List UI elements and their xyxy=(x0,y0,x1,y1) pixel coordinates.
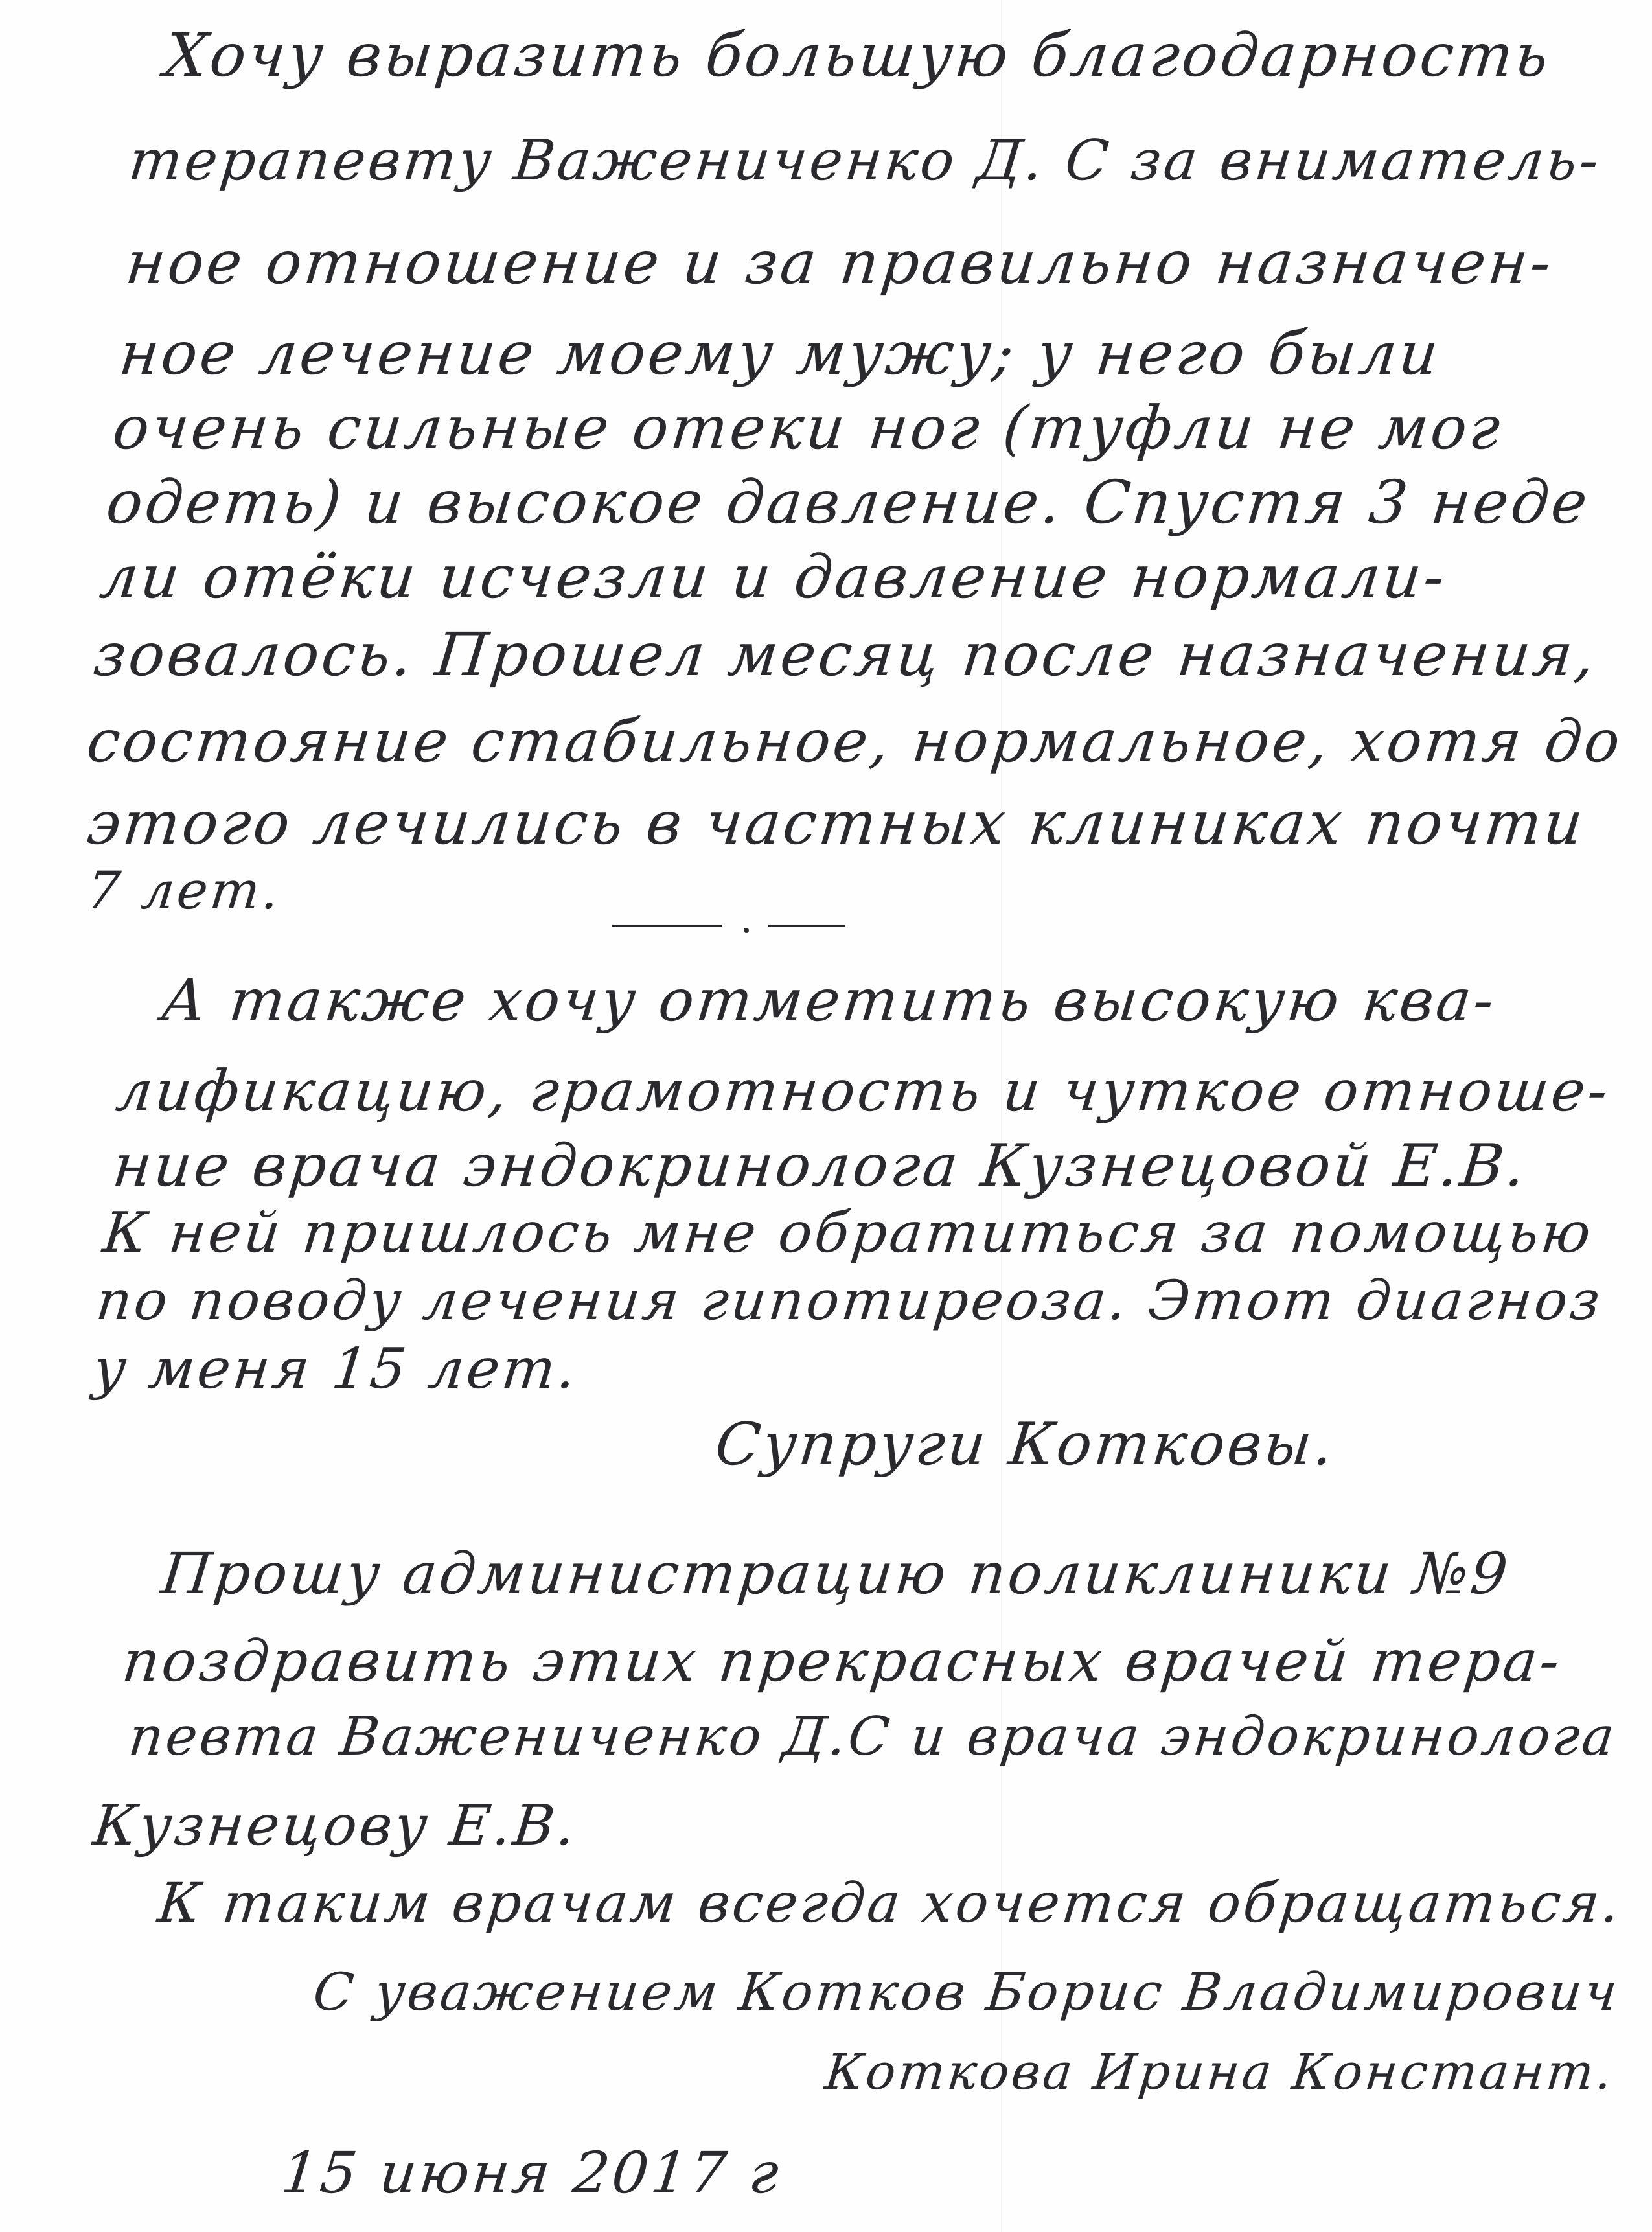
letter-line: зовалось. Прошел месяц после назначения, xyxy=(90,620,1601,689)
letter-line: у меня 15 лет. xyxy=(90,1337,582,1401)
letter-line: по поводу лечения гипотиреоза. Этот диагноз xyxy=(93,1269,1606,1332)
letter-line: Кузнецову Е.В. xyxy=(90,1793,581,1858)
letter-line: ние врача эндокринолога Кузнецовой Е.В. xyxy=(109,1132,1531,1200)
letter-date: 15 июня 2017 г xyxy=(278,2139,785,2206)
letter-line: состояние стабильное, нормальное, хотя до xyxy=(84,708,1626,776)
closing-second-name-line: Коткова Ирина Констант. xyxy=(822,2043,1618,2100)
paragraph-separator-dot xyxy=(744,928,749,933)
letter-line: певта Важениченко Д.С и врача эндокринолога xyxy=(126,1706,1620,1767)
letter-line: ли отёки исчезли и давление нормали- xyxy=(97,542,1451,612)
letter-line: ное лечение моему мужу; у него были xyxy=(116,319,1444,388)
letter-line: Хочу выразить большую благодарность xyxy=(161,21,1554,90)
letter-line: 7 лет. xyxy=(84,860,285,921)
letter-line: Прошу администрацию поликлиники №9 xyxy=(158,1540,1513,1607)
spouses-signature-line: Супруги Котковы. xyxy=(712,1410,1339,1478)
letter-line: А также хочу отметить высокую ква- xyxy=(158,967,1500,1035)
letter-line: поздравить этих прекрасных врачей тера- xyxy=(119,1628,1566,1694)
closing-regards-line: С уважением Котков Борис Владимирович xyxy=(310,1962,1623,2022)
letter-line: очень сильные отеки ног (туфли не мог xyxy=(109,393,1506,463)
paragraph-separator-left xyxy=(612,925,722,927)
letter-line: терапевту Важениченко Д. С за вниматель- xyxy=(126,128,1605,193)
paragraph-separator-right xyxy=(768,925,845,927)
letter-line: К таким врачам всегда хочется обращаться. xyxy=(155,1871,1625,1935)
letter-line: этого лечились в частных клиниках почти xyxy=(84,788,1589,858)
letter-line: лификацию, грамотность и чуткое отноше- xyxy=(113,1057,1614,1124)
letter-line: ное отношение и за правильно назначен- xyxy=(122,228,1557,297)
letter-line: К ней пришлось мне обратиться за помощью xyxy=(100,1201,1596,1265)
letter-line: одеть) и высокое давление. Спустя 3 неде xyxy=(103,468,1594,537)
